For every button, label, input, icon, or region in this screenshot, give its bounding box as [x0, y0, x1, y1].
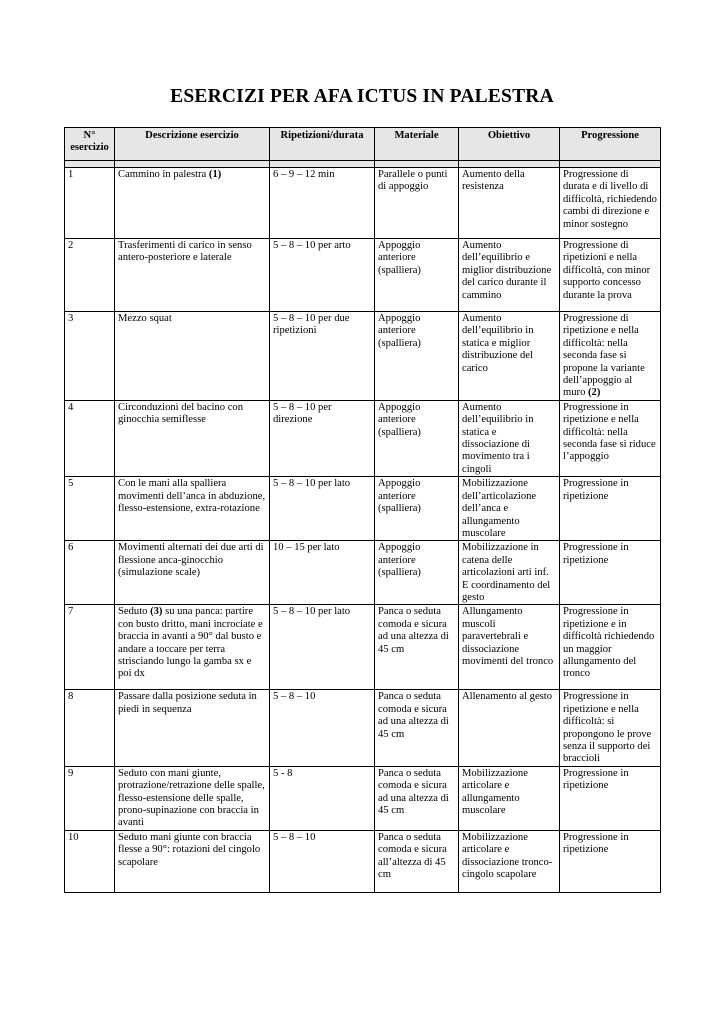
- exercise-number: 8: [65, 690, 115, 766]
- exercise-material: Panca o seduta comoda e sicura ad una altezza di 45 cm: [375, 605, 459, 690]
- exercise-progression: Progressione in ripetizione: [560, 541, 661, 605]
- header-spacer-row: [65, 161, 661, 168]
- exercise-material: Appoggio anteriore (spalliera): [375, 541, 459, 605]
- exercise-description: Circonduzioni del bacino con ginocchia semiflesse: [115, 400, 270, 476]
- exercise-number: 3: [65, 312, 115, 401]
- exercise-repetitions: 5 – 8 – 10 per lato: [270, 605, 375, 690]
- exercise-objective: Mobilizzazione in catena delle articolazioni arti inf. E coordinamento del gesto: [459, 541, 560, 605]
- column-header-description: Descrizione esercizio: [115, 128, 270, 161]
- exercise-progression: Progressione in ripetizione e in difficoltà richiedendo un maggior allungamento del tronco: [560, 605, 661, 690]
- exercise-description: Seduto (3) su una panca: partire con busto dritto, mani incrociate e braccia in avanti a 90° dal busto e andare a toccare per terra strisciando lungo la gamba sx e poi dx: [115, 605, 270, 690]
- column-header-material: Materiale: [375, 128, 459, 161]
- column-header-progression: Progressione: [560, 128, 661, 161]
- exercise-repetitions: 5 – 8 – 10 per arto: [270, 239, 375, 312]
- exercise-objective: Aumento della resistenza: [459, 168, 560, 239]
- exercise-repetitions: 5 – 8 – 10 per due ripetizioni: [270, 312, 375, 401]
- exercise-material: Appoggio anteriore (spalliera): [375, 477, 459, 541]
- exercise-number: 10: [65, 830, 115, 892]
- exercise-progression: Progressione in ripetizione e nella difficoltà: nella seconda fase si riduce l’appoggio: [560, 400, 661, 476]
- exercise-description: Mezzo squat: [115, 312, 270, 401]
- exercise-progression: Progressione in ripetizione: [560, 766, 661, 830]
- page-title: ESERCIZI PER AFA ICTUS IN PALESTRA: [170, 86, 554, 107]
- exercise-description: Seduto con mani giunte, protrazione/retrazione delle spalle, flesso-estensione delle spalle, prono-supinazione con braccia in avanti: [115, 766, 270, 830]
- exercise-material: Panca o seduta comoda e sicura ad una altezza di 45 cm: [375, 690, 459, 766]
- exercise-objective: Aumento dell’equilibrio in statica e miglior distribuzione del carico: [459, 312, 560, 401]
- column-header-number: N° esercizio: [65, 128, 115, 161]
- exercise-repetitions: 5 – 8 – 10: [270, 830, 375, 892]
- table-row: [65, 690, 661, 766]
- exercise-objective: Allungamento muscoli paravertebrali e dissociazione movimenti del tronco: [459, 605, 560, 690]
- exercise-number: 5: [65, 477, 115, 541]
- table-row: [65, 605, 661, 690]
- exercise-number: 4: [65, 400, 115, 476]
- exercise-number: 7: [65, 605, 115, 690]
- exercise-objective: Mobilizzazione articolare e dissociazione tronco-cingolo scapolare: [459, 830, 560, 892]
- table-row: [65, 477, 661, 541]
- exercise-material: Appoggio anteriore (spalliera): [375, 239, 459, 312]
- footnote-ref: (2): [588, 387, 601, 399]
- table-row: [65, 830, 661, 892]
- footnote-ref: (3): [150, 606, 163, 618]
- exercise-description: Passare dalla posizione seduta in piedi in sequenza: [115, 690, 270, 766]
- table-header-row: [65, 128, 661, 161]
- exercise-description: Con le mani alla spalliera movimenti dell’anca in abduzione, flesso-estensione, extra-rotazione: [115, 477, 270, 541]
- table-row: [65, 400, 661, 476]
- exercise-progression: Progressione di ripetizione e nella difficoltà: nella seconda fase si propone la variante dell’appoggio al muro (2): [560, 312, 661, 401]
- exercise-description: Trasferimenti di carico in senso antero-posteriore e laterale: [115, 239, 270, 312]
- table-row: [65, 541, 661, 605]
- exercise-repetitions: 5 – 8 – 10: [270, 690, 375, 766]
- exercise-table: [64, 127, 661, 893]
- exercise-progression: Progressione in ripetizione: [560, 830, 661, 892]
- table-row: [65, 168, 661, 239]
- exercise-objective: Aumento dell’equilibrio in statica e dissociazione di movimento tra i cingoli: [459, 400, 560, 476]
- exercise-material: Parallele o punti di appoggio: [375, 168, 459, 239]
- exercise-number: 1: [65, 168, 115, 239]
- exercise-objective: Aumento dell’equilibrio e miglior distribuzione del carico durante il cammino: [459, 239, 560, 312]
- exercise-objective: Mobilizzazione articolare e allungamento muscolare: [459, 766, 560, 830]
- exercise-material: Appoggio anteriore (spalliera): [375, 312, 459, 401]
- exercise-material: Panca o seduta comoda e sicura all’altezza di 45 cm: [375, 830, 459, 892]
- exercise-number: 9: [65, 766, 115, 830]
- exercise-number: 2: [65, 239, 115, 312]
- exercise-progression: Progressione in ripetizione e nella difficoltà: si propongono le prove senza il supporto dei braccioli: [560, 690, 661, 766]
- exercise-repetitions: 5 – 8 – 10 per lato: [270, 477, 375, 541]
- exercise-material: Appoggio anteriore (spalliera): [375, 400, 459, 476]
- exercise-objective: Mobilizzazione dell’articolazione dell’anca e allungamento muscolare: [459, 477, 560, 541]
- exercise-description: Cammino in palestra (1): [115, 168, 270, 239]
- exercise-repetitions: 5 – 8 – 10 per direzione: [270, 400, 375, 476]
- table-row: [65, 766, 661, 830]
- exercise-repetitions: 6 – 9 – 12 min: [270, 168, 375, 239]
- exercise-repetitions: 10 – 15 per lato: [270, 541, 375, 605]
- column-header-objective: Obiettivo: [459, 128, 560, 161]
- exercise-progression: Progressione in ripetizione: [560, 477, 661, 541]
- column-header-repetitions: Ripetizioni/durata: [270, 128, 375, 161]
- exercise-progression: Progressione di ripetizioni e nella difficoltà, con minor supporto concesso durante la prova: [560, 239, 661, 312]
- exercise-number: 6: [65, 541, 115, 605]
- exercise-description: Movimenti alternati dei due arti di flessione anca-ginocchio (simulazione scale): [115, 541, 270, 605]
- exercise-description: Seduto mani giunte con braccia flesse a 90°: rotazioni del cingolo scapolare: [115, 830, 270, 892]
- table-row: [65, 312, 661, 401]
- exercise-progression: Progressione di durata e di livello di difficoltà, richiedendo cambi di direzione e minor sostegno: [560, 168, 661, 239]
- exercise-objective: Allenamento al gesto: [459, 690, 560, 766]
- table-row: [65, 239, 661, 312]
- exercise-material: Panca o seduta comoda e sicura ad una altezza di 45 cm: [375, 766, 459, 830]
- exercise-repetitions: 5 - 8: [270, 766, 375, 830]
- footnote-ref: (1): [208, 169, 222, 180]
